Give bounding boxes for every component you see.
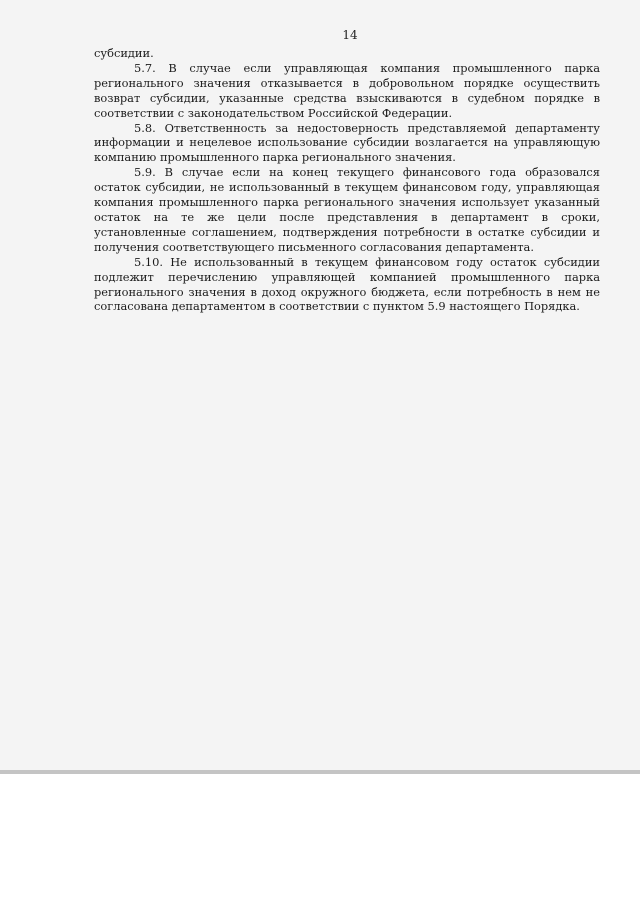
paragraph-5-10: 5.10. Не использованный в текущем финансовом году остаток субсидии подлежит перечислению управляющей компанией промышленного парка регионального значения в доход окружного бюджета, если потребность в нем не согласована департаментом в соответствии с пунктом 5.9 настоящего Порядка.: [94, 254, 600, 314]
paragraph-continuation: субсидии.: [94, 46, 154, 60]
paragraph-5-9: 5.9. В случае если на конец текущего финансового года образовался остаток субсидии, не использованный в текущем финансовом году, управляющая компания промышленного парка регионального значения использует указанный остаток на те же цели после представления в департамент в сроки, установленные соглашением, подтверждения потребности в остатке субсидии и получения соответствующего письменного согласования департамента.: [94, 165, 600, 254]
document-body: [94, 46, 600, 314]
scan-edge-divider: [0, 770, 640, 774]
paragraph-5-7: 5.7. В случае если управляющая компания промышленного парка регионального значения отказывается в добровольном порядке осуществить возврат субсидии, указанные средства взыскиваются в судебном порядке в соответствии с законодательством Российской Федерации.: [94, 60, 600, 120]
page-number: 14: [342, 28, 358, 42]
paragraph-5-8: 5.8. Ответственность за недостоверность представляемой департаменту информации и нецелевое использование субсидии возлагается на управляющую компанию промышленного парка регионального значения.: [94, 120, 600, 165]
